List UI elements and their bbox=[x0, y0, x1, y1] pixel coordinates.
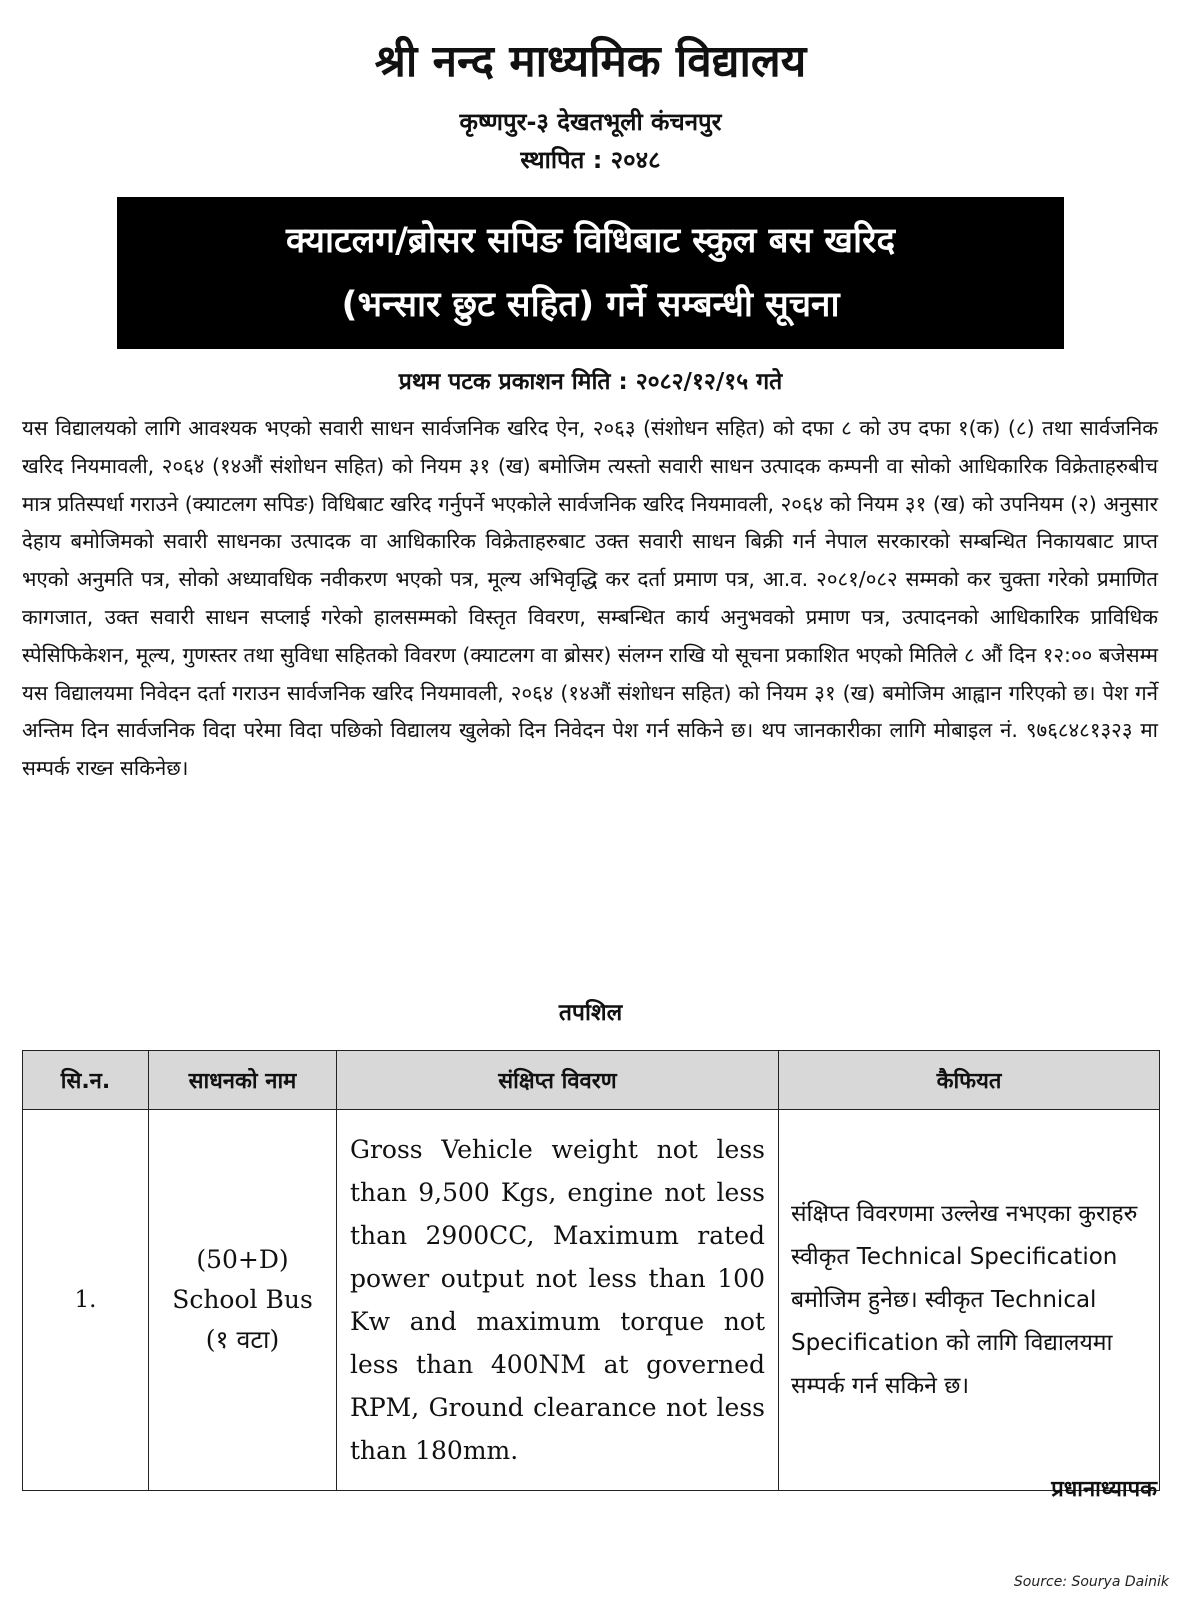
header-remarks: कैफियत bbox=[779, 1051, 1160, 1110]
row-description: Gross Vehicle weight not less than 9,500 Kgs, engine not less than 2900CC, Maximum rated power output not less than 100 Kw and maximum torque not less than 400NM at governed RPM, Ground clearance not less than 180mm. bbox=[337, 1110, 779, 1491]
table-heading: तपशिल bbox=[558, 1000, 623, 1026]
vehicle-capacity: (50+D) bbox=[196, 1245, 289, 1274]
specification-table bbox=[22, 1050, 1160, 1491]
notice-title-line-1: क्याटलग/ब्रोसर सपिङ विधिबाट स्कुल बस खरिद bbox=[285, 221, 896, 261]
header-serial-number: सि.न. bbox=[23, 1051, 149, 1110]
notice-title-line-2: (भन्सार छुट सहित) गर्ने सम्बन्धी सूचना bbox=[341, 285, 840, 325]
school-address: कृष्णपुर-३ देखतभूली कंचनपुर bbox=[459, 108, 722, 136]
vehicle-quantity: (१ वटा) bbox=[205, 1325, 280, 1354]
established-year: स्थापित : २०४८ bbox=[520, 146, 661, 174]
row-serial-number: 1. bbox=[23, 1110, 149, 1491]
signature-principal: प्रधानाध्यापक bbox=[1051, 1477, 1157, 1502]
table-row bbox=[23, 1110, 1160, 1491]
row-remark: संक्षिप्त विवरणमा उल्लेख नभएका कुराहरु स्वीकृत Technical Specification बमोजिम हुनेछ। स्वीकृत Technical Specification को लागि विद्यालयमा सम्पर्क गर्न सकिने छ। bbox=[779, 1110, 1160, 1491]
header-vehicle-name: साधनको नाम bbox=[149, 1051, 337, 1110]
notice-body: यस विद्यालयको लागि आवश्यक भएको सवारी साधन सार्वजनिक खरिद ऐन, २०६३ (संशोधन सहित) को दफा ८ को उप दफा १(क) (८) तथा सार्वजनिक खरिद नियमावली, २०६४ (१४औं संशोधन सहित) को नियम ३१ (ख) बमोजिम त्यस्तो सवारी साधन उत्पादक कम्पनी वा सोको आधिकारिक विक्रेताहरुबीच मात्र प्रतिस्पर्धा गराउने (क्याटलग सपिङ) विधिबाट खरिद गर्नुपर्ने भएकोले सार्वजनिक खरिद नियमावली, २०६४ को नियम ३१ (ख) को उपनियम (२) अनुसार देहाय बमोजिमको सवारी साधनका उत्पादक वा आधिकारिक विक्रेताहरुबाट उक्त सवारी साधन बिक्री गर्न नेपाल सरकारको सम्बन्धित निकायबाट प्राप्त भएको अनुमति पत्र, सोको अध्यावधिक नवीकरण भएको पत्र, मूल्य अभिवृद्धि कर दर्ता प्रमाण पत्र, आ.व. २०८१/०८२ सम्मको कर चुक्ता गरेको प्रमाणित कागजात, उक्त सवारी साधन सप्लाई गरेको हालसम्मको विस्तृत विवरण, सम्बन्धित कार्य अनुभवको प्रमाण पत्र, उत्पादनको आधिकारिक प्राविधिक स्पेसिफिकेशन, मूल्य, गुणस्तर तथा सुविधा सहितको विवरण (क्याटलग वा ब्रोसर) संलग्न राखि यो सूचना प्रकाशित भएको मितिले ८ औं दिन १२:०० बजेसम्म यस विद्यालयमा निवेदन दर्ता गराउन सार्वजनिक खरिद नियमावली, २०६४ (१४औं संशोधन सहित) को नियम ३१ (ख) बमोजिम आह्वान गरिएको छ। पेश गर्ने अन्तिम दिन सार्वजनिक विदा परेमा विदा पछिको विद्यालय खुलेको दिन निवेदन पेश गर्न सकिने छ। थप जानकारीका लागि मोबाइल नं. ९७६८४८१३२३ मा सम्पर्क राख्न सकिनेछ। bbox=[22, 416, 1158, 781]
publication-date: प्रथम पटक प्रकाशन मिति : २०८२/१२/१५ गते bbox=[398, 369, 783, 395]
notice-title-banner bbox=[117, 197, 1064, 349]
vehicle-type: School Bus bbox=[172, 1285, 313, 1314]
school-name: श्री नन्द माध्यमिक विद्यालय bbox=[374, 36, 807, 87]
source-credit: Source: Sourya Dainik bbox=[1013, 1574, 1169, 1590]
row-vehicle-name bbox=[149, 1110, 337, 1491]
table-header-row bbox=[23, 1051, 1160, 1110]
header-brief-description: संक्षिप्त विवरण bbox=[337, 1051, 779, 1110]
